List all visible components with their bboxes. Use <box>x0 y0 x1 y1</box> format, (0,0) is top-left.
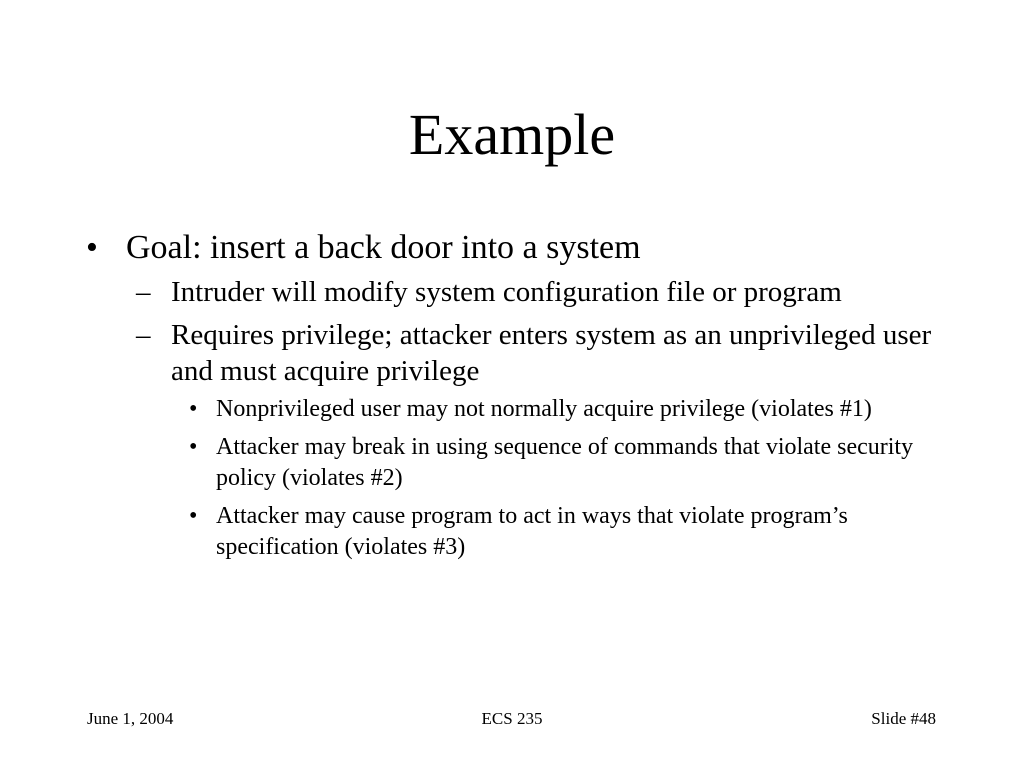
sub-bullet-intruder <box>126 274 946 310</box>
slide-content <box>86 226 946 563</box>
sub-sub-bullet-text: Attacker may break in using sequence of commands that violate security policy (violates #2) <box>216 434 914 491</box>
sub-sub-bullet-text: Nonprivileged user may not normally acquire privilege (violates #1) <box>216 396 872 422</box>
sub-sub-bullet-violates-1 <box>171 394 946 425</box>
footer-slide-number: Slide #48 <box>871 709 936 728</box>
bullet-marker: • <box>189 396 198 422</box>
slide-title: Example <box>408 102 616 167</box>
bullet-marker: • <box>86 229 98 266</box>
sub-bullet-text: Requires privilege; attacker enters system as an unprivileged user and must acquire privilege <box>171 319 932 387</box>
bullet-marker: • <box>189 434 198 460</box>
footer-date: June 1, 2004 <box>87 709 174 728</box>
footer-course: ECS 235 <box>481 709 543 728</box>
sub-sub-bullet-violates-3 <box>171 501 946 563</box>
bullet-goal <box>86 226 946 270</box>
sub-bullet-requires-privilege <box>126 317 946 389</box>
dash-marker: – <box>136 319 151 351</box>
sub-sub-bullet-text: Attacker may cause program to act in ways that violate program’s specification (violates #3) <box>216 503 848 560</box>
sub-bullet-text: Intruder will modify system configuration file or program <box>171 276 842 308</box>
sub-sub-bullet-violates-2 <box>171 432 946 494</box>
bullet-text: Goal: insert a back door into a system <box>126 229 641 266</box>
bullet-marker: • <box>189 503 198 529</box>
dash-marker: – <box>136 276 151 308</box>
